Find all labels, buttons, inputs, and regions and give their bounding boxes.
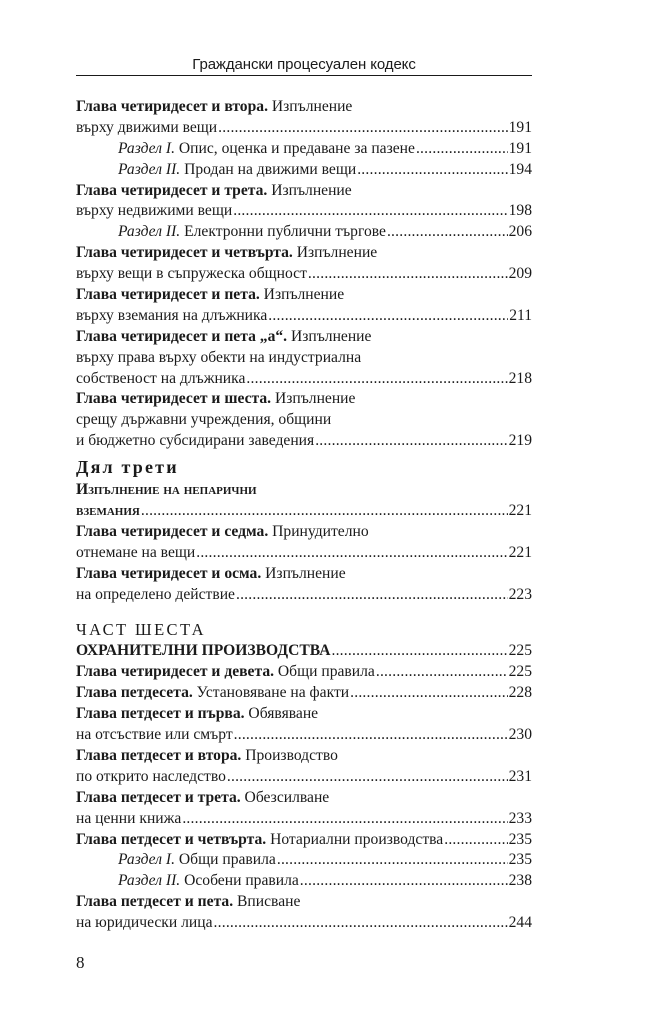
toc-entry[interactable]	[76, 543, 532, 564]
page-folio: 8	[76, 953, 85, 972]
toc-entry[interactable]	[76, 369, 532, 390]
dot-leader	[387, 222, 508, 243]
entry-text	[76, 767, 226, 788]
toc-entry[interactable]	[76, 767, 532, 788]
page-number: 219	[508, 432, 532, 450]
dot-leader	[300, 871, 508, 892]
entry-text	[76, 348, 361, 369]
entry-title: Електронни публични търгове	[180, 223, 386, 241]
dot-leader	[315, 431, 507, 452]
chapter-label: Глава четиридесет и четвърта.	[76, 244, 293, 262]
entry-text	[118, 850, 276, 871]
entry-title: срещу държавни учреждения, общини	[76, 411, 332, 429]
entry-text	[76, 725, 233, 746]
chapter-label: Глава петдесет и втора.	[76, 746, 242, 764]
page-number: 228	[508, 684, 532, 702]
chapter-label: Глава петдесет и първа.	[76, 705, 245, 723]
dot-leader	[214, 913, 508, 934]
entry-text	[76, 118, 217, 139]
entry-text	[76, 564, 346, 585]
entry-title: Опис, оценка и предаване за пазене	[175, 139, 415, 157]
toc-entry[interactable]	[76, 585, 532, 606]
entry-text	[76, 431, 314, 452]
entry-title: Производство	[241, 746, 338, 764]
toc-entry[interactable]	[76, 725, 532, 746]
entry-title: Общи правила	[274, 663, 375, 681]
chapter-label: Глава петдесета.	[76, 684, 193, 702]
toc-entry	[76, 243, 532, 264]
page-number: 233	[508, 809, 532, 827]
toc-entry	[76, 348, 532, 369]
spacer	[76, 605, 532, 617]
entry-text	[118, 871, 299, 892]
dot-leader	[376, 662, 508, 683]
section-title: ЧАСТ ШЕСТА	[76, 620, 206, 640]
part-title: Дял трети	[76, 457, 179, 478]
toc-entry[interactable]	[76, 306, 532, 327]
dot-leader	[218, 118, 507, 139]
toc-group-protective	[76, 662, 532, 934]
entry-title: Обявяване	[244, 705, 319, 723]
running-head: Граждански процесуален кодекс	[192, 56, 416, 73]
page-number: 191	[508, 139, 532, 157]
entry-title: на ценни книжа	[76, 809, 182, 827]
entry-text	[118, 139, 415, 160]
page-number: 235	[508, 830, 532, 848]
entry-title: Общи правила	[175, 851, 276, 869]
entry-text	[118, 160, 356, 181]
toc-entry	[76, 410, 532, 431]
dot-leader	[141, 501, 508, 522]
chapter-label: Глава петдесет и трета.	[76, 788, 241, 806]
entry-title: Установяване на факти	[192, 684, 350, 702]
entry-text	[118, 222, 386, 243]
toc-entry	[76, 522, 532, 543]
chapter-label: Глава петдесет и четвърта.	[76, 830, 267, 848]
entry-title: Нотариални производства	[266, 830, 444, 848]
entry-title: по открито наследство	[76, 767, 226, 785]
toc-entry	[76, 327, 532, 348]
toc-entry[interactable]	[76, 160, 532, 181]
chapter-label: Глава петдесет и пета.	[76, 893, 234, 911]
entry-text	[76, 201, 232, 222]
entry-title: върху вещи в съпружеска общност	[76, 265, 307, 283]
toc-entry[interactable]	[76, 431, 532, 452]
part-subtitle-line1: Изпълнение на непарични	[76, 481, 257, 499]
entry-title: Изпълнение	[271, 390, 356, 408]
entry-text	[76, 369, 245, 390]
entry-text	[76, 327, 371, 348]
entry-text	[76, 264, 307, 285]
page-number: 206	[508, 223, 532, 241]
page-number: 209	[508, 265, 532, 283]
page-number: 194	[508, 160, 532, 178]
page-number: 238	[508, 872, 532, 890]
entry-text	[76, 913, 213, 934]
toc-entry[interactable]	[76, 264, 532, 285]
entry-text	[76, 809, 181, 830]
toc-group-non-monetary	[76, 522, 532, 606]
page-number: 225	[508, 663, 532, 681]
entry-text	[76, 410, 331, 431]
toc-entry[interactable]	[76, 830, 532, 851]
section-subtitle: ОХРАНИТЕЛНИ ПРОИЗВОДСТВА	[76, 642, 331, 660]
entry-title: Изпълнение	[292, 244, 378, 262]
table-of-contents	[76, 97, 532, 934]
toc-entry[interactable]	[76, 501, 532, 522]
toc-entry[interactable]	[76, 201, 532, 222]
section-label: Раздел I.	[118, 139, 176, 157]
toc-entry[interactable]	[76, 118, 532, 139]
part-subtitle	[76, 480, 532, 501]
toc-entry	[76, 181, 532, 202]
entry-title: Особени правила	[180, 872, 299, 890]
entry-text	[76, 306, 267, 327]
entry-text	[76, 181, 352, 202]
chapter-label: Глава четиридесет и осма.	[76, 564, 262, 582]
entry-title: на определено действие	[76, 585, 235, 603]
dot-leader	[277, 850, 508, 871]
entry-title: върху вземания на длъжника	[76, 306, 268, 324]
toc-entry[interactable]	[76, 683, 532, 704]
dot-leader	[182, 809, 507, 830]
section-label: Раздел II.	[118, 160, 181, 178]
entry-title: собственост на длъжника	[76, 369, 246, 387]
part-subtitle-line2: вземания	[76, 502, 140, 520]
toc-entry	[76, 389, 532, 410]
entry-title: на отсъствие или смърт	[76, 726, 233, 744]
entry-text	[76, 243, 377, 264]
page-number: 211	[509, 306, 532, 324]
dot-leader	[227, 767, 508, 788]
chapter-label: Глава четиридесет и шеста.	[76, 390, 272, 408]
section-label: Раздел II.	[118, 223, 181, 241]
page-number: 221	[508, 543, 532, 561]
entry-title: отнемане на вещи	[76, 543, 196, 561]
chapter-label: Глава четиридесет и трета.	[76, 181, 268, 199]
entry-text	[76, 522, 369, 543]
entry-text	[76, 830, 443, 851]
toc-entry	[76, 97, 532, 118]
entry-text	[76, 285, 344, 306]
dot-leader	[234, 725, 508, 746]
entry-title: на юридически лица	[76, 914, 213, 932]
page-number: 244	[508, 914, 532, 932]
toc-entry[interactable]	[76, 871, 532, 892]
entry-title: и бюджетно субсидирани заведения	[76, 432, 315, 450]
dot-leader	[268, 306, 508, 327]
entry-text	[76, 704, 318, 725]
toc-entry[interactable]	[76, 222, 532, 243]
entry-title: Изпълнение	[259, 286, 345, 304]
entry-title: Изпълнение	[267, 181, 352, 199]
entry-text	[76, 662, 375, 683]
entry-text	[76, 788, 329, 809]
page-number: 230	[508, 726, 532, 744]
entry-title: върху недвижими вещи	[76, 202, 233, 220]
page-number: 218	[508, 369, 532, 387]
page-number: 231	[508, 767, 532, 785]
page-number: 198	[508, 202, 532, 220]
entry-title: Обезсилване	[240, 788, 330, 806]
toc-entry[interactable]	[76, 850, 532, 871]
dot-leader	[444, 830, 507, 851]
chapter-label: Глава четиридесет и пета.	[76, 286, 260, 304]
toc-entry	[76, 746, 532, 767]
entry-title: Вписване	[233, 893, 301, 911]
entry-title: Изпълнение	[267, 98, 353, 115]
page-number: 223	[508, 585, 532, 603]
page-number: 221	[508, 502, 532, 520]
chapter-label: Глава четиридесет и пета „а“.	[76, 327, 288, 345]
entry-text	[76, 543, 195, 564]
dot-leader	[331, 641, 507, 662]
dot-leader	[416, 139, 508, 160]
toc-entry	[76, 285, 532, 306]
dot-leader	[233, 201, 507, 222]
toc-entry	[76, 892, 532, 913]
entry-title: Изпълнение	[261, 564, 346, 582]
toc-entry	[76, 564, 532, 585]
toc-entry[interactable]	[76, 809, 532, 830]
page-number: 225	[508, 642, 532, 660]
chapter-label: Глава четиридесет и седма.	[76, 522, 269, 540]
toc-entry[interactable]	[76, 913, 532, 934]
toc-entry	[76, 788, 532, 809]
page-number: 191	[508, 118, 532, 136]
entry-title: Продан на движими вещи	[180, 160, 357, 178]
entry-title: Принудително	[268, 522, 369, 540]
entry-text	[76, 683, 349, 704]
dot-leader	[196, 543, 507, 564]
header-rule	[76, 75, 532, 76]
dot-leader	[350, 683, 507, 704]
toc-entry[interactable]	[76, 662, 532, 683]
entry-text	[76, 585, 235, 606]
entry-title: Изпълнение	[287, 327, 372, 345]
chapter-label: Глава четиридесет и втора.	[76, 98, 268, 115]
dot-leader	[236, 585, 508, 606]
entry-text	[76, 892, 300, 913]
entry-title: върху движими вещи	[76, 118, 218, 136]
page-number: 235	[508, 851, 532, 869]
entry-title: върху права върху обекти на индустриална	[76, 348, 362, 366]
section-label: Раздел II.	[118, 872, 181, 890]
entry-text	[76, 97, 352, 118]
toc-group-enforcement	[76, 97, 532, 452]
section-label: Раздел I.	[118, 851, 176, 869]
dot-leader	[246, 369, 507, 390]
chapter-label: Глава четиридесет и девета.	[76, 663, 275, 681]
dot-leader	[357, 160, 507, 181]
dot-leader	[308, 264, 508, 285]
entry-text	[76, 746, 338, 767]
toc-entry[interactable]	[76, 641, 532, 662]
toc-entry	[76, 704, 532, 725]
entry-text	[76, 389, 355, 410]
toc-entry[interactable]	[76, 139, 532, 160]
